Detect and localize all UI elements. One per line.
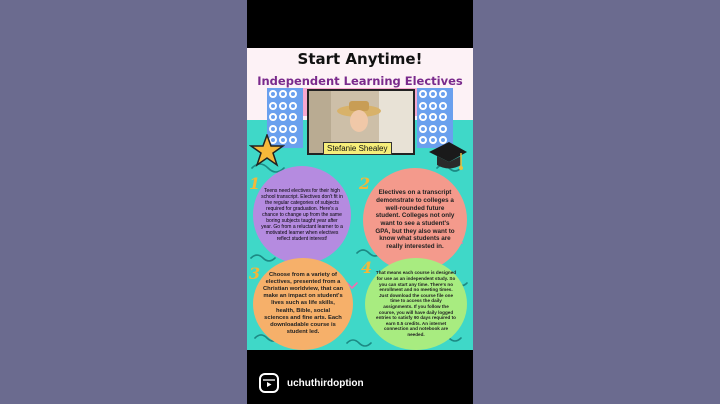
poster-image <box>247 48 473 350</box>
right-blur-background <box>473 0 720 404</box>
info-bubble-3 <box>253 258 353 350</box>
section-number-1: 1 <box>249 174 261 193</box>
channel-handle[interactable]: uchuthirdoption <box>287 377 364 389</box>
page-subtitle: Independent Learning Electives <box>257 74 463 88</box>
section-number-4: 4 <box>361 258 373 277</box>
reels-play-glyph <box>263 377 275 389</box>
section-number-3: 3 <box>249 264 261 283</box>
info-bubble-1 <box>253 166 351 264</box>
page-title: Start Anytime! <box>297 50 423 68</box>
star-icon <box>249 134 285 168</box>
reels-icon[interactable] <box>259 373 279 393</box>
info-bubble-2 <box>363 168 467 272</box>
presenter-name-tag: Stefanie Shealey <box>323 142 392 155</box>
channel-footer[interactable] <box>247 370 364 396</box>
info-bubble-3-text: Choose from a variety of electives, presented from a Christian worldview, that can make an impact on student's lives such as life skills, health, Bible, social sciences and fine arts. Each downloadable course is student led. <box>263 272 343 335</box>
info-bubble-4-text: That means each course is designed for use as an independent study. So you can start any time. There's no enrollment and no meeting times. Just download the course file one time to access the daily assignments. If you follow the course, you will have daily logged entries to satisfy 90 days required to earn 0.5 credits. An internet connection and notebook are needed. <box>375 270 457 337</box>
info-bubble-1-text: Teens need electives for their high school transcript. Electives don't fit in the regular categories of subjects required for graduation. Here's a chance to change up from the same boring subjects taught year after year. Go from a reluctant learner to a motivated learner when electives reflect student interest! <box>261 187 343 243</box>
section-number-2: 2 <box>359 174 371 193</box>
left-blur-background <box>0 0 247 404</box>
circle-pattern-right <box>417 88 453 148</box>
info-bubble-4 <box>365 258 467 350</box>
info-bubble-2-text: Electives on a transcript demonstrate to colleges a well-rounded future student. Colleges not only want to see a student's GPA, but they also want to know what students are really interested in. <box>375 189 455 251</box>
